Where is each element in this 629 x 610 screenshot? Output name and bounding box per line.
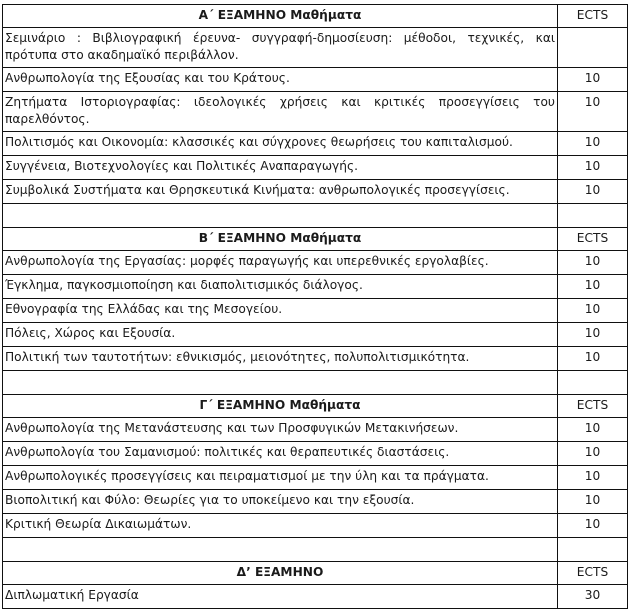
course-name: Συμβολικά Συστήματα και Θρησκευτικά Κινήματα: ανθρωπολογικές προσεγγίσεις. — [3, 180, 558, 204]
table-row — [3, 68, 628, 92]
empty-cell — [3, 371, 558, 395]
course-name: Διπλωματική Εργασία — [3, 585, 558, 609]
course-ects: 10 — [558, 251, 628, 275]
course-ects: 10 — [558, 323, 628, 347]
table-row — [3, 180, 628, 204]
course-ects: 10 — [558, 92, 628, 132]
empty-cell — [558, 204, 628, 228]
semester-title: Β΄ ΕΞΑΜΗΝΟ Μαθήματα — [3, 228, 558, 251]
course-ects: 10 — [558, 514, 628, 538]
empty-cell — [558, 538, 628, 562]
semester-d-header — [3, 562, 628, 585]
table-row — [3, 92, 628, 132]
semester-title: Γ΄ ΕΞΑΜΗΝΟ Μαθήματα — [3, 395, 558, 418]
course-ects: 10 — [558, 132, 628, 156]
empty-cell — [3, 204, 558, 228]
course-name: Ζητήματα Ιστοριογραφίας: ιδεολογικές χρήσεις και κριτικές προσεγγίσεις του παρελθόντος. — [3, 92, 558, 132]
course-name: Βιοπολιτική και Φύλο: Θεωρίες για το υποκείμενο και την εξουσία. — [3, 490, 558, 514]
table-row — [3, 132, 628, 156]
course-ects: 10 — [558, 442, 628, 466]
course-name: Σεμινάριο : Βιβλιογραφική έρευνα- συγγραφή-δημοσίευση: μέθοδοι, τεχνικές, και πρότυπα στο ακαδημαϊκό περιβάλλον. — [3, 28, 558, 68]
ects-header: ECTS — [558, 562, 628, 585]
course-name: Ανθρωπολογικές προσεγγίσεις και πειραματισμοί με την ύλη και τα πράγματα. — [3, 466, 558, 490]
table-row — [3, 299, 628, 323]
table-row — [3, 323, 628, 347]
course-ects: 10 — [558, 156, 628, 180]
course-ects: 10 — [558, 418, 628, 442]
course-name: Ανθρωπολογία της Εξουσίας και του Κράτους. — [3, 68, 558, 92]
table-row — [3, 466, 628, 490]
course-ects: 10 — [558, 68, 628, 92]
semester-b-header — [3, 228, 628, 251]
semester-title: Α΄ ΕΞΑΜΗΝΟ Μαθήματα — [3, 5, 558, 28]
course-ects: 10 — [558, 490, 628, 514]
course-name: Πολιτική των ταυτοτήτων: εθνικισμός, μειονότητες, πολυπολιτισμικότητα. — [3, 347, 558, 371]
ects-header: ECTS — [558, 228, 628, 251]
course-name: Πολιτισμός και Οικονομία: κλασσικές και σύγχρονες θεωρήσεις του καπιταλισμού. — [3, 132, 558, 156]
spacer-row — [3, 538, 628, 562]
table-row — [3, 442, 628, 466]
ects-header: ECTS — [558, 5, 628, 28]
course-name: Εθνογραφία της Ελλάδας και της Μεσογείου. — [3, 299, 558, 323]
course-ects: 10 — [558, 347, 628, 371]
course-ects — [558, 28, 628, 68]
semester-a-header — [3, 5, 628, 28]
table-row — [3, 275, 628, 299]
course-name: Συγγένεια, Βιοτεχνολογίες και Πολιτικές Αναπαραγωγής. — [3, 156, 558, 180]
table-row — [3, 28, 628, 68]
course-ects: 10 — [558, 275, 628, 299]
table-row — [3, 490, 628, 514]
course-ects: 10 — [558, 180, 628, 204]
course-name: Ανθρωπολογία της Μετανάστευσης και των Προσφυγικών Μετακινήσεων. — [3, 418, 558, 442]
table-row — [3, 514, 628, 538]
table-row — [3, 585, 628, 609]
curriculum-table — [2, 4, 628, 609]
empty-cell — [3, 538, 558, 562]
course-ects: 10 — [558, 299, 628, 323]
semester-title: Δ’ ΕΞΑΜΗΝΟ — [3, 562, 558, 585]
table-row — [3, 251, 628, 275]
course-name: Ανθρωπολογία της Εργασίας: μορφές παραγωγής και υπερεθνικές εργολαβίες. — [3, 251, 558, 275]
spacer-row — [3, 204, 628, 228]
spacer-row — [3, 371, 628, 395]
course-ects: 10 — [558, 466, 628, 490]
table-row — [3, 418, 628, 442]
course-name: Έγκλημα, παγκοσμιοποίηση και διαπολιτισμικός διάλογος. — [3, 275, 558, 299]
course-ects: 30 — [558, 585, 628, 609]
course-name: Ανθρωπολογία του Σαμανισμού: πολιτικές και θεραπευτικές διαστάσεις. — [3, 442, 558, 466]
ects-header: ECTS — [558, 395, 628, 418]
table-row — [3, 347, 628, 371]
semester-c-header — [3, 395, 628, 418]
course-name: Πόλεις, Χώρος και Εξουσία. — [3, 323, 558, 347]
empty-cell — [558, 371, 628, 395]
table-row — [3, 156, 628, 180]
course-name: Κριτική Θεωρία Δικαιωμάτων. — [3, 514, 558, 538]
